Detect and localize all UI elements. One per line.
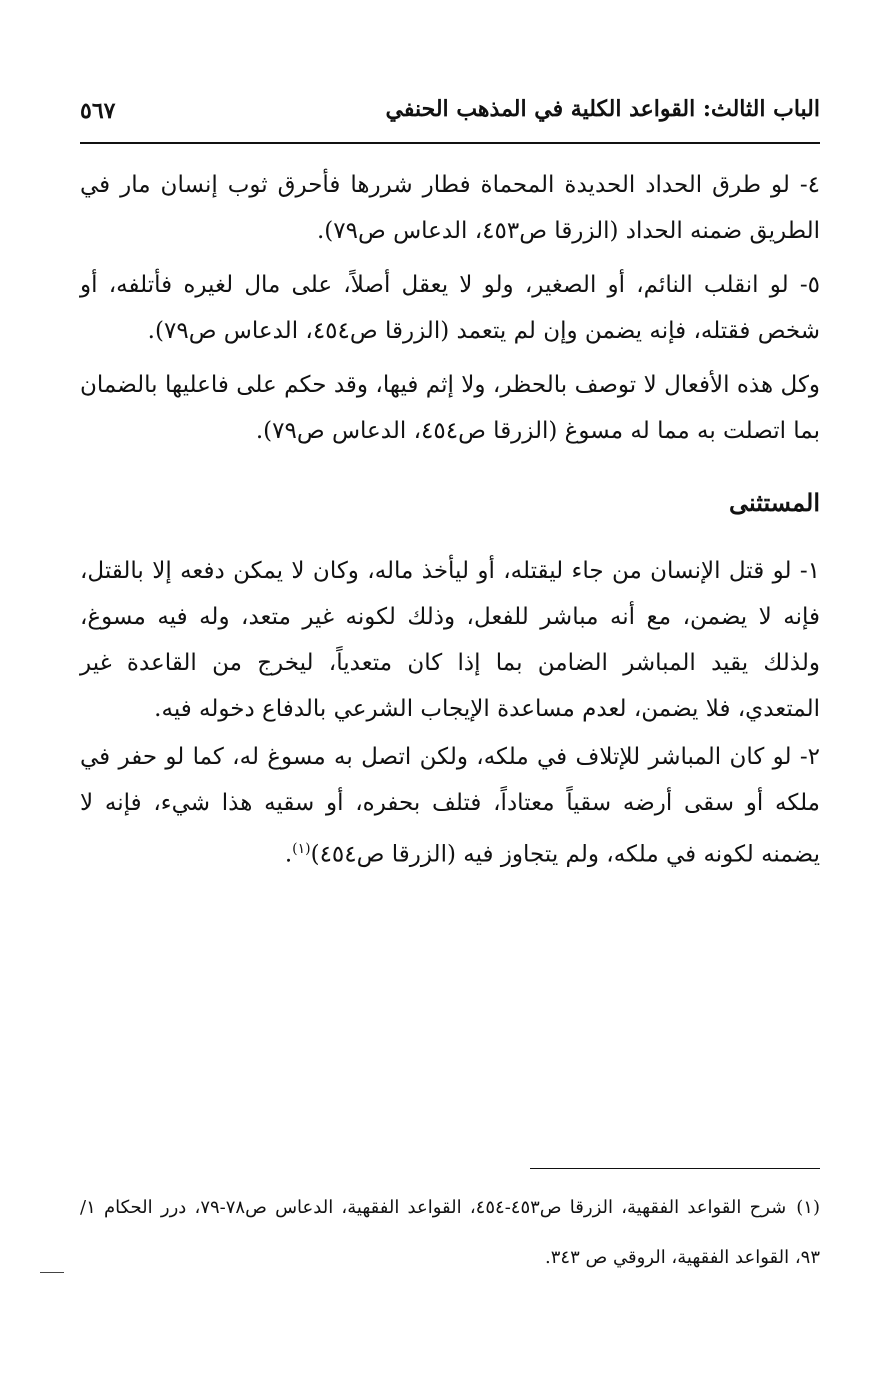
chapter-title: الباب الثالث: القواعد الكلية في المذهب الحنفي [385, 96, 820, 122]
paragraph-item-5: ٥- لو انقلب النائم، أو الصغير، ولو لا يعقل أصلاً، على مال لغيره فأتلفه، أو شخص فقتله، فإنه يضمن وإن لم يتعمد (الزرقا ص٤٥٤، الدعاس ص٧٩). [80, 272, 820, 344]
scan-mark [40, 1272, 64, 1273]
paragraph-exception-2 [80, 734, 820, 878]
paragraph-exception-2-text: ٢- لو كان المباشر للإتلاف في ملكه، ولكن اتصل به مسوغ له، كما لو حفر في ملكه أو سقى أرضه سقياً معتاداً، فتلف بحفره، أو سقيه هذا شيء، فإنه لا يضمنه لكونه في ملكه، ولم يتجاوز فيه (الزرقا ص٤٥٤) [80, 744, 820, 868]
footnote-reference[interactable]: (١) [292, 841, 311, 857]
footnote-rule [530, 1168, 820, 1169]
footnote-text: شرح القواعد الفقهية، الزرقا ص٤٥٣-٤٥٤، القواعد الفقهية، الدعاس ص٧٨-٧٩، درر الحكام ١/ ٩٣، القواعد الفقهية، الروقي ص ٣٤٣. [80, 1197, 820, 1268]
paragraph-summary: وكل هذه الأفعال لا توصف بالحظر، ولا إثم فيها، وقد حكم على فاعليها بالضمان بما اتصلت به مما له مسوغ (الزرقا ص٤٥٤، الدعاس ص٧٩). [80, 372, 820, 444]
page-number: ٥٦٧ [80, 98, 116, 124]
section-heading-exceptions: المستثنى [729, 488, 820, 517]
paragraph-exception-2-end: . [284, 841, 293, 868]
header-rule [80, 142, 820, 144]
running-header [80, 96, 820, 130]
footnote-marker: (١) [796, 1197, 820, 1218]
paragraph-item-4: ٤- لو طرق الحداد الحديدة المحماة فطار شررها فأحرق ثوب إنسان مار في الطريق ضمنه الحداد (الزرقا ص٤٥٣، الدعاس ص٧٩). [80, 172, 820, 244]
paragraph-exception-1: ١- لو قتل الإنسان من جاء ليقتله، أو ليأخذ ماله، وكان لا يمكن دفعه إلا بالقتل، فإنه لا يضمن، مع أنه مباشر للفعل، وذلك لكونه غير متعد، وله فيه مسوغ، ولذلك يقيد المباشر الضامن بما إذا كان متعدياً، ليخرج من القاعدة غير المتعدي، فلا يضمن، لعدم مساعدة الإيجاب الشرعي بالدفاع دخوله فيه. [80, 558, 820, 722]
footnote [80, 1183, 820, 1283]
